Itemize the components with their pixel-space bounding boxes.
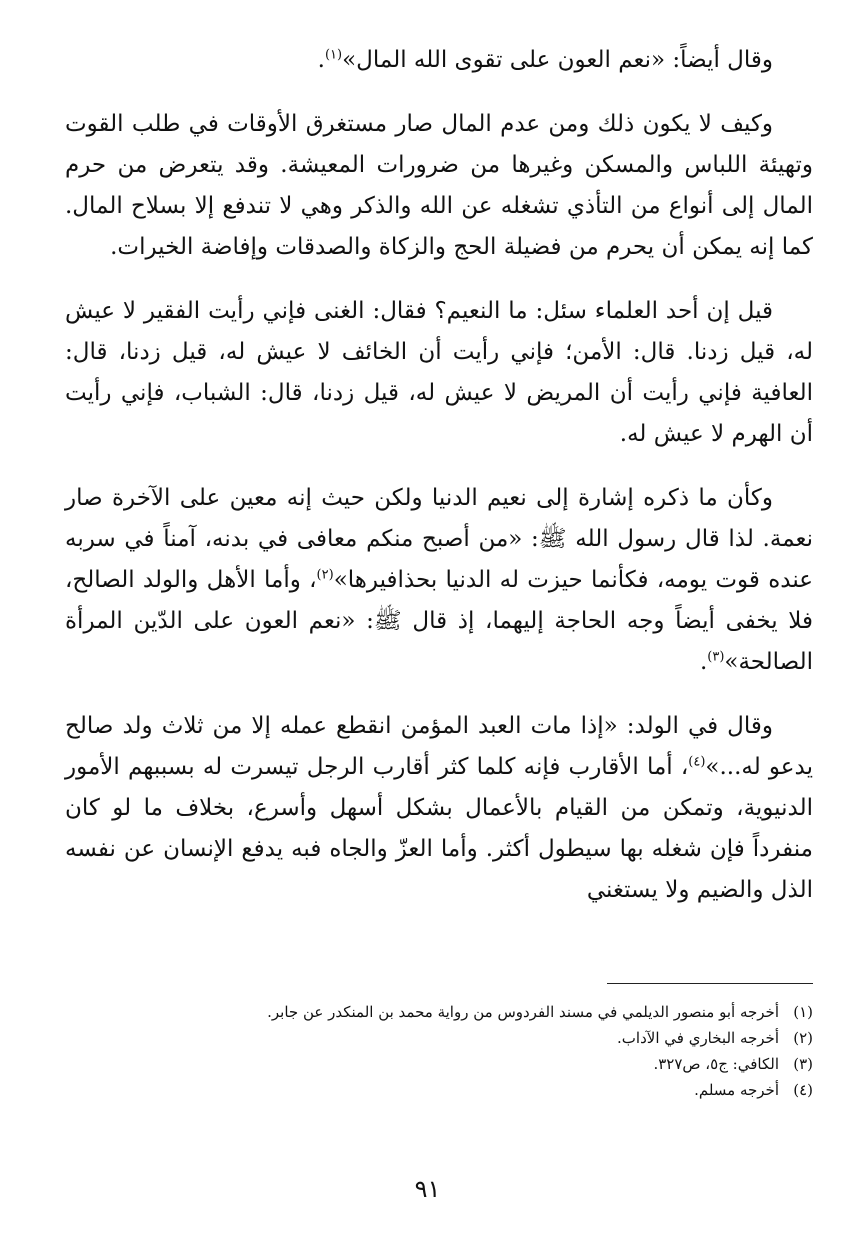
paragraph-4-end: . (699, 649, 708, 675)
footnote-2 (65, 1025, 813, 1051)
paragraph-5-text-b: ، أما الأقارب فإنه كلما كثر أقارب الرجل تيسرت له بسببهم الأمور الدنيوية، وتمكن من القيام بالأعمال بشكل أسهل وأسرع، بخلاف ما لو كان منفرداً فإن شغله بها سيطول أكثر. وأما العزّ والجاه فبه يدفع الإنسان عن نفسه الذل والضيم ولا يستغني (65, 754, 813, 903)
footnote-number: (٤) (793, 1081, 813, 1099)
footnote-ref-3[interactable]: (٣) (707, 649, 725, 665)
footnote-number: (٢) (793, 1029, 813, 1047)
footnote-3 (65, 1051, 813, 1077)
footnote-number: (٣) (793, 1055, 813, 1073)
footnote-1 (65, 999, 813, 1025)
paragraph-4 (65, 478, 813, 683)
paragraph-5 (65, 706, 813, 911)
paragraph-1 (65, 40, 813, 81)
footnote-ref-2[interactable]: (٢) (316, 567, 334, 583)
footnote-ref-4[interactable]: (٤) (688, 754, 706, 770)
paragraph-1-end: . (317, 47, 325, 73)
paragraph-2: وكيف لا يكون ذلك ومن عدم المال صار مستغرق الأوقات في طلب القوت وتهيئة اللباس والمسكن وغيرها من ضرورات المعيشة. وقد يتعرض من حرم المال إلى أنواع من التأذي تشغله عن الله والذكر وهي لا تندفع إلا بسلاح المال. كما إنه يمكن أن يحرم من فضيلة الحج والزكاة والصدقات وإفاضة الخيرات. (65, 111, 813, 260)
footnote-text: أخرجه أبو منصور الديلمي في مسند الفردوس من رواية محمد بن المنكدر عن جابر. (267, 1003, 779, 1021)
paragraph-1-text: وقال أيضاً: «نعم العون على تقوى الله المال» (342, 47, 773, 73)
footnote-ref-1[interactable]: (١) (324, 47, 343, 63)
footnote-text: أخرجه مسلم. (694, 1081, 779, 1099)
footnotes-list (65, 999, 813, 1103)
footnote-text: أخرجه البخاري في الآداب. (617, 1029, 779, 1047)
paragraph-4-text-b: ، وأما الأهل والولد الصالح، فلا يخفى أيضاً وجه الحاجة إليهما، إذ قال ﷺ: «نعم العون على الدّين المرأة الصالحة» (65, 567, 813, 675)
footnote-number: (١) (793, 1003, 813, 1021)
body-text (65, 40, 813, 911)
paragraph-5-text-a: وقال في الولد: «إذا مات العبد المؤمن انقطع عمله إلا من ثلاث ولد صالح يدعو له...» (65, 713, 814, 780)
paragraph-4-text-a: وكأن ما ذكره إشارة إلى نعيم الدنيا ولكن حيث إنه معين على الآخرة صار نعمة. لذا قال رسول الله ﷺ: «من أصبح منكم معافى في بدنه، آمناً في سربه عنده قوت يومه، فكأنما حيزت له الدنيا بحذافيرها» (65, 485, 813, 593)
footnote-4 (65, 1077, 813, 1103)
page-number: ٩١ (414, 1175, 441, 1203)
footnote-divider (607, 983, 813, 984)
paragraph-3: قيل إن أحد العلماء سئل: ما النعيم؟ فقال: الغنى فإني رأيت الفقير لا عيش له، قيل زدنا. قال: الأمن؛ فإني رأيت أن الخائف لا عيش له، قيل زدنا، قال: العافية فإني رأيت أن المريض لا عيش له، قيل زدنا، قال: الشباب، فإني رأيت أن الهرم لا عيش له. (65, 298, 813, 447)
footnote-text: الكافي: ج٥، ص٣٢٧. (653, 1055, 779, 1073)
